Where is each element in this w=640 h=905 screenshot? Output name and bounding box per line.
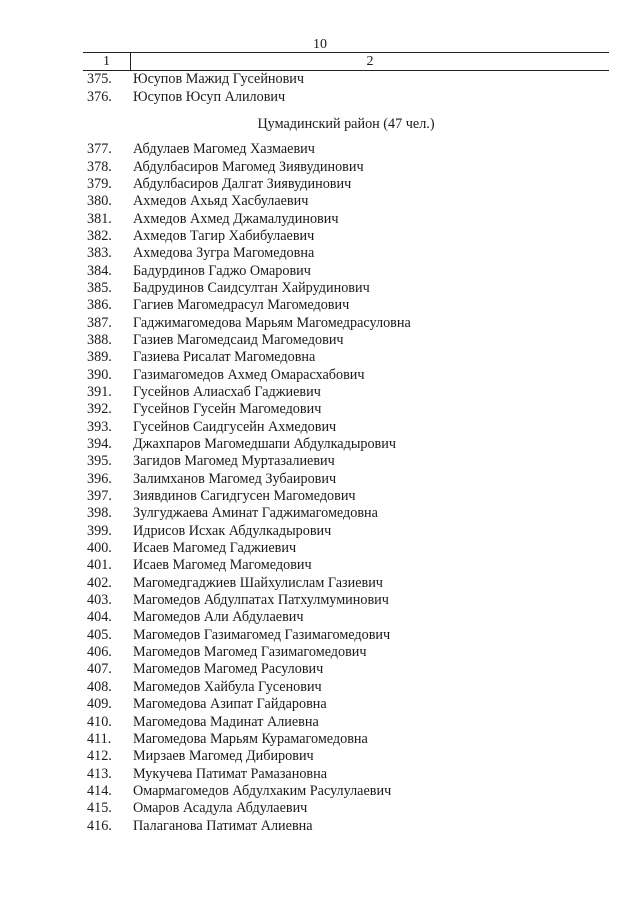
list-item-name: Магомедов Хайбула Гусенович <box>133 678 322 695</box>
list-item <box>87 71 607 88</box>
list-item-name: Исаев Магомед Гаджиевич <box>133 540 297 557</box>
list-item-name: Юсупов Юсуп Алилович <box>133 88 286 105</box>
list-item-name: Джахпаров Магомедшапи Абдулкадырович <box>133 436 396 453</box>
list-item-name: Гусейнов Алиасхаб Гаджиевич <box>133 383 321 400</box>
list-item-number: 381. <box>87 210 112 227</box>
list-item-number: 400. <box>87 540 112 557</box>
list-item-name: Зиявдинов Сагидгусен Магомедович <box>133 488 356 505</box>
list-item <box>87 575 607 592</box>
list-item-name: Загидов Магомед Муртазалиевич <box>133 453 335 470</box>
list-item <box>87 609 607 626</box>
list-item-number: 405. <box>87 626 112 643</box>
list-item <box>87 401 607 418</box>
list-item-name: Юсупов Мажид Гусейнович <box>133 71 305 88</box>
list-item <box>87 523 607 540</box>
list-item-number: 380. <box>87 193 112 210</box>
list-item-name: Магомедов Абдулпатах Патхулмуминович <box>133 592 389 609</box>
list-item <box>87 366 607 383</box>
list-item-name: Абдулаев Магомед Хазмаевич <box>133 141 315 158</box>
list-item-number: 403. <box>87 592 112 609</box>
list-item <box>87 731 607 748</box>
list-item-number: 386. <box>87 297 112 314</box>
list-item <box>87 384 607 401</box>
page-number: 10 <box>313 37 327 52</box>
list-item-number: 416. <box>87 817 112 834</box>
list-item-name: Омаров Асадула Абдулаевич <box>133 800 308 817</box>
list-item-number: 393. <box>87 418 112 435</box>
list-item-number: 385. <box>87 279 112 296</box>
list-item <box>87 280 607 297</box>
list-item-name: Магомедова Марьям Курамагомедовна <box>133 730 368 747</box>
list-item-number: 410. <box>87 713 112 730</box>
list-item-number: 397. <box>87 488 112 505</box>
list-item <box>87 661 607 678</box>
list-item <box>87 696 607 713</box>
list-item <box>87 627 607 644</box>
list-item-name: Бадурдинов Гаджо Омарович <box>133 262 311 279</box>
list-item-name: Ахмедов Тагир Хабибулаевич <box>133 227 315 244</box>
list-item-name: Газиева Рисалат Магомедовна <box>133 349 316 366</box>
list-item <box>87 314 607 331</box>
list-item-name: Магомедова Мадинат Алиевна <box>133 713 319 730</box>
list-item-number: 383. <box>87 245 112 262</box>
list-item <box>87 332 607 349</box>
list-item <box>87 88 607 105</box>
list-item-number: 389. <box>87 349 112 366</box>
list-item-number: 379. <box>87 175 112 192</box>
list-item <box>87 540 607 557</box>
list-item-number: 376. <box>87 88 112 105</box>
list-item-number: 394. <box>87 436 112 453</box>
list-item-name: Мукучева Патимат Рамазановна <box>133 765 327 782</box>
list-item-name: Гагиев Магомедрасул Магомедович <box>133 297 350 314</box>
list-item-name: Гусейнов Гусейн Магомедович <box>133 401 322 418</box>
list-item-number: 402. <box>87 574 112 591</box>
list-item-number: 395. <box>87 453 112 470</box>
list-item <box>87 193 607 210</box>
list-item-name: Идрисов Исхак Абдулкадырович <box>133 522 332 539</box>
list-item-name: Мирзаев Магомед Дибирович <box>133 748 314 765</box>
list-item-number: 404. <box>87 609 112 626</box>
list-item <box>87 592 607 609</box>
list-item <box>87 419 607 436</box>
list-item-name: Газиев Магомедсаид Магомедович <box>133 331 344 348</box>
list-item-number: 377. <box>87 141 112 158</box>
list-item <box>87 228 607 245</box>
list-item-number: 411. <box>87 730 112 747</box>
list-item-number: 413. <box>87 765 112 782</box>
list-item <box>87 141 607 158</box>
list-item-name: Магомедова Азипат Гайдаровна <box>133 696 327 713</box>
list-item <box>87 158 607 175</box>
list-item-name: Абдулбасиров Далгат Зиявудинович <box>133 175 352 192</box>
list-item-number: 387. <box>87 314 112 331</box>
list-item-name: Абдулбасиров Магомед Зиявудинович <box>133 158 364 175</box>
list-item <box>87 453 607 470</box>
list-item <box>87 800 607 817</box>
list-item-name: Магомедов Магомед Расулович <box>133 661 324 678</box>
list-item-number: 384. <box>87 262 112 279</box>
list-item-name: Газимагомедов Ахмед Омарасхабович <box>133 366 365 383</box>
list-item-number: 407. <box>87 661 112 678</box>
list-item-number: 398. <box>87 505 112 522</box>
list-item-number: 390. <box>87 366 112 383</box>
list-item-number: 378. <box>87 158 112 175</box>
list-item <box>87 488 607 505</box>
table-header <box>83 52 609 71</box>
list-item-name: Омармагомедов Абдулхаким Расулулаевич <box>133 782 392 799</box>
list-item <box>87 679 607 696</box>
list-item-number: 414. <box>87 782 112 799</box>
list-item-name: Магомедов Газимагомед Газимагомедович <box>133 626 391 643</box>
list-item-name: Гаджимагомедова Марьям Магомедрасуловна <box>133 314 411 331</box>
list-item <box>87 644 607 661</box>
list-item-name: Зулгуджаева Аминат Гаджимагомедовна <box>133 505 378 522</box>
list-item <box>87 748 607 765</box>
table-header-col-1: 1 <box>83 53 131 70</box>
list-item-number: 399. <box>87 522 112 539</box>
list-item-number: 406. <box>87 644 112 661</box>
list-item-number: 409. <box>87 696 112 713</box>
list-item-number: 415. <box>87 800 112 817</box>
list-item-number: 382. <box>87 227 112 244</box>
list-item-number: 396. <box>87 470 112 487</box>
list-item <box>87 349 607 366</box>
list-item-name: Гусейнов Саидгусейн Ахмедович <box>133 418 337 435</box>
list-item <box>87 471 607 488</box>
list-item-number: 408. <box>87 678 112 695</box>
list-item <box>87 210 607 227</box>
list-item-number: 391. <box>87 383 112 400</box>
list-item-name: Ахмедова Зугра Магомедовна <box>133 245 315 262</box>
list-item <box>87 436 607 453</box>
list-item-number: 412. <box>87 748 112 765</box>
list-item <box>87 557 607 574</box>
list-item-name: Ахмедов Ахмед Джамалудинович <box>133 210 339 227</box>
list-item <box>87 297 607 314</box>
list-item <box>87 783 607 800</box>
list-item-number: 401. <box>87 557 112 574</box>
list-item-name: Магомедгаджиев Шайхулислам Газиевич <box>133 574 383 591</box>
name-list-continued <box>87 71 607 106</box>
list-item <box>87 505 607 522</box>
list-item-name: Магомедов Магомед Газимагомедович <box>133 644 367 661</box>
list-item-name: Исаев Магомед Магомедович <box>133 557 312 574</box>
list-item-name: Ахмедов Ахьяд Хасбулаевич <box>133 193 309 210</box>
list-item <box>87 176 607 193</box>
list-item <box>87 245 607 262</box>
list-item <box>87 262 607 279</box>
name-list-tsumadinsky <box>87 141 607 835</box>
list-item-name: Залимханов Магомед Зубаирович <box>133 470 337 487</box>
list-item <box>87 765 607 782</box>
list-item-number: 388. <box>87 331 112 348</box>
table-header-col-2: 2 <box>366 54 374 69</box>
list-item-name: Магомедов Али Абдулаевич <box>133 609 304 626</box>
list-item-name: Палаганова Патимат Алиевна <box>133 817 313 834</box>
list-item-number: 375. <box>87 71 112 88</box>
list-item <box>87 713 607 730</box>
list-item-name: Бадрудинов Саидсултан Хайрудинович <box>133 279 370 296</box>
list-item-number: 392. <box>87 401 112 418</box>
list-item <box>87 817 607 834</box>
section-title: Цумадинский район (47 чел.) <box>257 116 435 132</box>
